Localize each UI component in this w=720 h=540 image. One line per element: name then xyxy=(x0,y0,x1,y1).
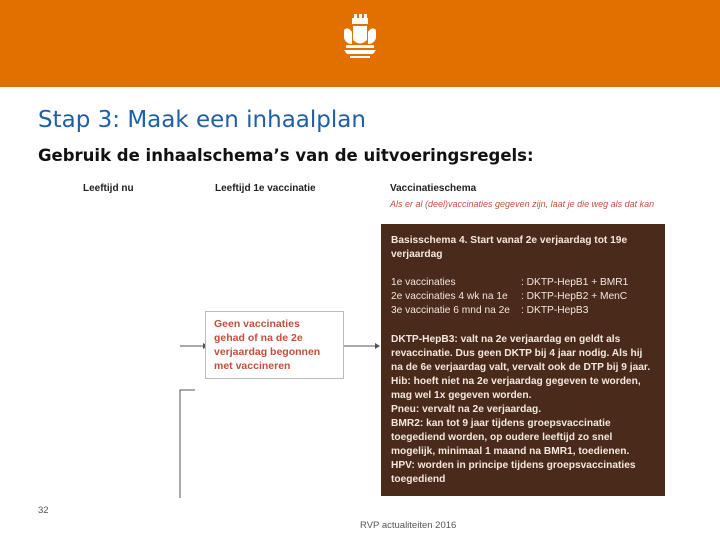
schema-note-line: mag wel 1x gegeven worden. xyxy=(391,390,532,401)
middle-box-line: gehad of na de 2e xyxy=(214,332,303,344)
dose-value: : DKTP-HepB2 + MenC xyxy=(521,291,628,302)
schema-note-line: na de 6e verjaardag valt, vervalt ook de DTP bij 9 jaar. xyxy=(391,362,651,373)
middle-box-line: met vaccineren xyxy=(214,360,291,372)
schema-note-line: revaccinatie. Dus geen DKTP bij 4 jaar nodig. Als hij xyxy=(391,348,643,359)
slide-number: 32 xyxy=(38,505,49,516)
schema-note-line: BMR2: kan tot 9 jaar tijdens groepsvaccinatie xyxy=(391,418,611,429)
dose-label: 2e vaccinaties 4 wk na 1e xyxy=(391,291,508,302)
coat-of-arms-icon xyxy=(340,14,380,70)
schema-note-line: toegediend xyxy=(391,474,446,485)
column-header-leeftijd-1e-vaccinatie: Leeftijd 1e vaccinatie xyxy=(215,183,316,194)
page-title: Stap 3: Maak een inhaalplan xyxy=(38,107,366,133)
schema-note-line: HPV: worden in principe tijdens groepsvaccinaties xyxy=(391,460,636,471)
schema-note-line: toegediend worden, op oudere leeftijd zo snel xyxy=(391,432,613,443)
footer-text: RVP actualiteiten 2016 xyxy=(360,520,457,531)
dose-value: : DKTP-HepB1 + BMR1 xyxy=(521,277,629,288)
middle-box-line: Geen vaccinaties xyxy=(214,318,300,330)
schema-note-line: DKTP-HepB3: valt na 2e verjaardag en geldt als xyxy=(391,334,621,345)
dose-label: 1e vaccinaties xyxy=(391,277,456,288)
dose-value: : DKTP-HepB3 xyxy=(521,305,589,316)
column-header-vaccinatieschema: Vaccinatieschema xyxy=(390,183,477,194)
schema-heading-line: verjaardag xyxy=(391,249,443,260)
middle-box-line: verjaardag begonnen xyxy=(214,346,321,358)
schema-heading-line: Basisschema 4. Start vanaf 2e verjaardag tot 19e xyxy=(391,235,628,246)
schema-note: Als er al (deel)vaccinaties gegeven zijn, laat je die weg als dat kan xyxy=(390,199,655,209)
schema-note-line: mogelijk, minimaal 1 maand na BMR1, toedienen. xyxy=(391,446,630,457)
arrowhead-right xyxy=(375,343,380,349)
middle-box-text xyxy=(214,317,320,373)
schema-note-line: Hib: hoeft niet na 2e verjaardag gegeven te worden, xyxy=(391,376,641,387)
dose-label: 3e vaccinatie 6 mnd na 2e xyxy=(391,305,510,316)
connector-left xyxy=(180,390,195,498)
top-banner xyxy=(0,0,720,87)
column-header-leeftijd-nu: Leeftijd nu xyxy=(83,183,134,194)
page-subtitle: Gebruik de inhaalschema’s van de uitvoeringsregels: xyxy=(38,146,534,165)
schema-note-line: Pneu: vervalt na 2e verjaardag. xyxy=(391,404,542,415)
